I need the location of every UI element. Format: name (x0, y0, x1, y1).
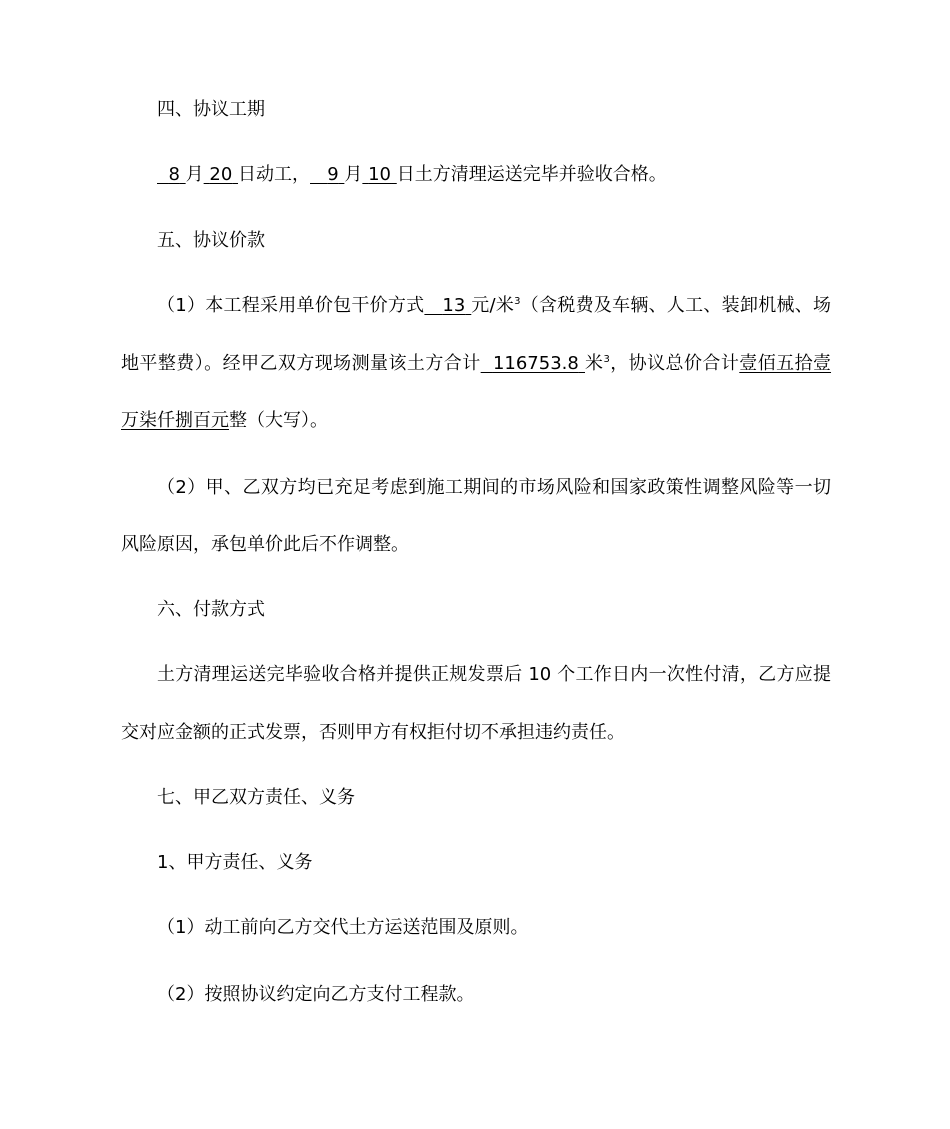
section-5-para-1-line-2 (121, 351, 831, 377)
section-6-para-line-1: 土方清理运送完毕验收合格并提供正规发票后 10 个工作日内一次性付清，乙方应提 (157, 664, 831, 685)
unit-label: 米 (585, 353, 604, 374)
superscript: 3 (514, 296, 521, 307)
para-text: （含税费及车辆、人工、装卸机械、场 (520, 295, 831, 316)
superscript: 3 (603, 354, 610, 365)
section-5-para-2-line-1: （2）甲、乙双方均已充足考虑到施工期间的市场风险和国家政策性调整风险等一切 (157, 477, 831, 498)
unit-price: 13 (442, 295, 466, 316)
total-amount-part-1: 壹佰五拾壹 (739, 353, 832, 374)
para-text: ，协议总价合计 (609, 353, 740, 374)
section-7-item-1: （1）动工前向乙方交代土方运送范围及原则。 (157, 917, 529, 938)
section-5-para-1-line-1 (157, 293, 831, 319)
para-text: （1）本工程采用单价包干价方式 (157, 295, 425, 316)
section-7-sub-heading-1: 1、甲方责任、义务 (157, 852, 313, 873)
start-text: 日动工， (238, 164, 311, 185)
section-4-schedule-line (157, 162, 831, 188)
section-7-heading: 七、甲乙双方责任、义务 (157, 787, 355, 808)
end-day: 10 (368, 164, 392, 185)
para-text: 整（大写）。 (229, 410, 328, 431)
end-month: 9 (327, 164, 339, 185)
section-5-para-1-line-3 (121, 408, 831, 434)
section-6-para-line-2: 交对应金额的正式发票，否则甲方有权拒付切不承担违约责任。 (121, 722, 625, 743)
unit-label: 元/米 (471, 295, 515, 316)
quantity: 116753.8 (492, 353, 579, 374)
month-label: 月 (344, 164, 363, 185)
start-month: 8 (168, 164, 180, 185)
para-text: 地平整费）。经甲乙双方现场测量该土方合计 (121, 353, 481, 374)
month-label: 月 (185, 164, 204, 185)
total-amount-part-2: 万柒仟捌百元 (121, 410, 229, 431)
section-6-heading: 六、付款方式 (157, 599, 265, 620)
section-4-heading: 四、协议工期 (157, 99, 265, 120)
end-text: 日土方清理运送完毕并验收合格。 (396, 164, 667, 185)
section-5-para-2-line-2: 风险原因，承包单价此后不作调整。 (121, 534, 409, 555)
section-5-heading: 五、协议价款 (157, 230, 265, 251)
start-day: 20 (209, 164, 233, 185)
section-7-item-2: （2）按照协议约定向乙方支付工程款。 (157, 984, 475, 1005)
